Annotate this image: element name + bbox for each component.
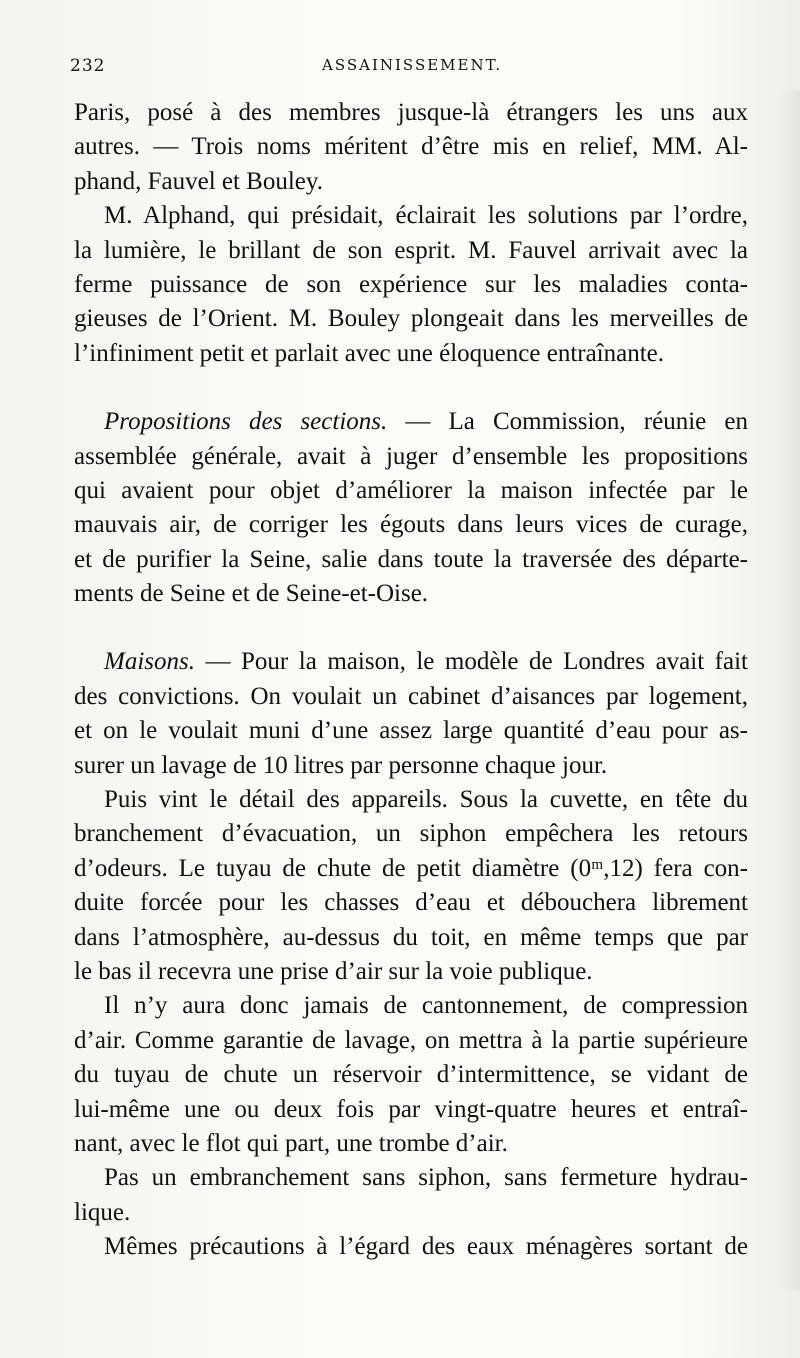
- text-line: phand, Fauvel et Bouley.: [74, 167, 324, 195]
- paragraph: [74, 199, 748, 371]
- text-line: branchement d’évacuation, un siphon empêchera les retours: [74, 820, 748, 848]
- paragraph: [74, 989, 748, 1161]
- text-line: Il n’y aura donc jamais de cantonnement, de compression: [104, 992, 748, 1020]
- text-line: lique.: [74, 1198, 131, 1226]
- text-line: M. Alphand, qui présidait, éclairait les solutions par l’ordre,: [104, 202, 748, 230]
- text-line: d’odeurs. Le tuyau de chute de petit diamètre (0ᵐ,12) fera con-: [74, 854, 748, 882]
- body-text: [74, 96, 748, 1265]
- text-line: [74, 405, 748, 439]
- paragraph: [74, 1161, 748, 1230]
- text-line: Mêmes précautions à l’égard des eaux ménagères sortant de: [104, 1233, 748, 1261]
- page-number: 232: [70, 56, 106, 76]
- heading-continuation: — Pour la maison, le modèle de Londres avait fait: [194, 648, 748, 676]
- page-edge-shadow: [780, 90, 800, 1290]
- text-line: Paris, posé à des membres jusque-là étrangers les uns aux: [74, 99, 748, 126]
- text-line: et on le voulait muni d’une assez large quantité d’eau pour as-: [74, 717, 748, 745]
- heading-continuation: — La Commission, réunie en: [387, 408, 748, 436]
- text-line: ments de Seine et de Seine-et-Oise.: [74, 580, 429, 608]
- paragraph: [74, 96, 748, 199]
- text-line: duite forcée pour les chasses d’eau et débouchera librement: [74, 889, 748, 917]
- text-line: assemblée générale, avait à juger d’ensemble les propositions: [74, 442, 748, 470]
- text-line: dans l’atmosphère, au-dessus du toit, en même temps que par: [74, 923, 748, 951]
- text-line: l’infiniment petit et parlait avec une éloquence entraînante.: [74, 339, 665, 367]
- text-line: surer un lavage de 10 litres par personne chaque jour.: [74, 751, 608, 779]
- paragraph: [74, 783, 748, 989]
- text-line: Puis vint le détail des appareils. Sous la cuvette, en tête du: [104, 786, 748, 814]
- text-line: Pas un embranchement sans siphon, sans fermeture hydrau-: [104, 1164, 748, 1192]
- text-line: d’air. Comme garantie de lavage, on mettra à la partie supérieure: [74, 1026, 748, 1054]
- page-header: [70, 56, 746, 86]
- text-line: autres. — Trois noms méritent d’être mis en relief, MM. Al-: [74, 133, 748, 161]
- section-heading: Maisons.: [104, 648, 195, 676]
- text-line: des convictions. On voulait un cabinet d’aisances par logement,: [74, 682, 748, 710]
- text-line: ferme puissance de son expérience sur les maladies conta-: [74, 270, 748, 298]
- text-line: mauvais air, de corriger les égouts dans leurs vices de curage,: [74, 511, 748, 539]
- text-line: le bas il recevra une prise d’air sur la voie publique.: [74, 957, 593, 985]
- section-propositions: [74, 405, 748, 611]
- section-heading: Propositions des sections.: [104, 408, 388, 436]
- text-line: [74, 645, 748, 679]
- section-maisons: [74, 645, 748, 783]
- running-title: ASSAINISSEMENT.: [322, 56, 503, 74]
- paragraph-gap: [74, 611, 748, 645]
- text-line: lui-même une ou deux fois par vingt-quatre heures et entraî-: [74, 1095, 748, 1123]
- text-line: du tuyau de chute un réservoir d’intermittence, se vidant de: [74, 1061, 748, 1089]
- text-line: gieuses de l’Orient. M. Bouley plongeait dans les merveilles de: [74, 305, 748, 333]
- paragraph: [74, 1230, 748, 1264]
- paragraph-gap: [74, 371, 748, 405]
- text-line: qui avaient pour objet d’améliorer la maison infectée par le: [74, 476, 748, 504]
- text-line: la lumière, le brillant de son esprit. M. Fauvel arrivait avec la: [74, 236, 748, 264]
- text-line: et de purifier la Seine, salie dans toute la traversée des départe-: [74, 545, 748, 573]
- text-line: nant, avec le flot qui part, une trombe d’air.: [74, 1129, 508, 1157]
